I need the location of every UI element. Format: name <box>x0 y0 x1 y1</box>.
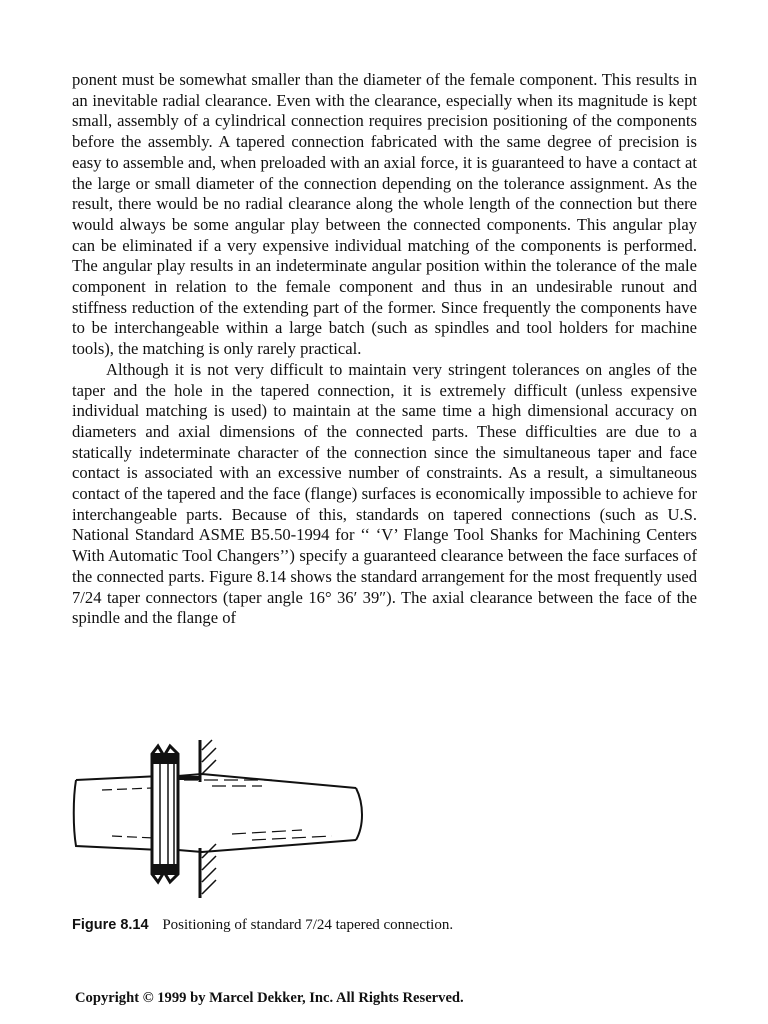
shank-hidden-lines <box>102 788 154 838</box>
v-flange <box>152 746 178 882</box>
spindle-face <box>200 740 216 898</box>
shank-outline <box>74 776 160 850</box>
copyright-footer: Copyright © 1999 by Marcel Dekker, Inc. All Rights Reserved. <box>75 990 464 1006</box>
tapered-connection-illustration <box>72 738 392 900</box>
body-text <box>72 70 697 629</box>
figure-8-14-drawing <box>72 738 392 900</box>
figure-label: Figure 8.14 <box>72 917 149 933</box>
taper-outline <box>178 774 362 852</box>
paragraph-2: Although it is not very difficult to maintain very stringent tolerances on angles of the taper and the hole in the tapered connection, it is extremely difficult (unless expensive individual matching is used) to maintain at the same time a high dimensional accuracy on diameters and axial dimensions of the connected parts. These difficulties are due to a statically indeterminate character of the connection since the simultaneous taper and face contact is associated with an excessive number of constraints. As a result, a simultaneous contact of the tapered and the face (flange) surfaces is economically impossible to achieve for interchangeable parts. Because of this, standards on tapered connections (such as U.S. National Standard ASME B5.50-1994 for ‘‘ ‘V’ Flange Tool Shanks for Machining Centers With Automatic Tool Changers’’) specify a guaranteed clearance between the face surfaces of the connected parts. Figure 8.14 shows the standard arrangement for the most frequently used 7/24 taper connectors (taper angle 16° 36′ 39″). The axial clearance between the face of the spindle and the flange of <box>72 359 697 628</box>
figure-caption <box>72 917 453 934</box>
figure-caption-text: Positioning of standard 7/24 tapered connection. <box>162 917 454 933</box>
paragraph-1: ponent must be somewhat smaller than the diameter of the female component. This results in an inevitable radial clearance. Even with the clearance, especially when its magnitude is kept small, assembly of a cylindrical connection requires precision positioning of the components before the assembly. A tapered connection fabricated with the same degree of precision is easy to assemble and, when preloaded with an axial force, it is guaranteed to have a contact at the large or small diameter of the connection depending on the tolerance assignment. As the result, there would be no radial clearance along the whole length of the connection but there would always be some angular play between the connected components. This angular play can be eliminated if a very expensive individual matching of the components is performed. The angular play results in an indeterminate angular position within the tolerance of the male component in relation to the female component and thus in an undesirable runout and stiffness reduction of the extending part of the former. Since frequently the components have to be interchangeable within a large batch (such as spindles and tool holders for machine tools), the matching is only rarely practical. <box>72 70 697 359</box>
